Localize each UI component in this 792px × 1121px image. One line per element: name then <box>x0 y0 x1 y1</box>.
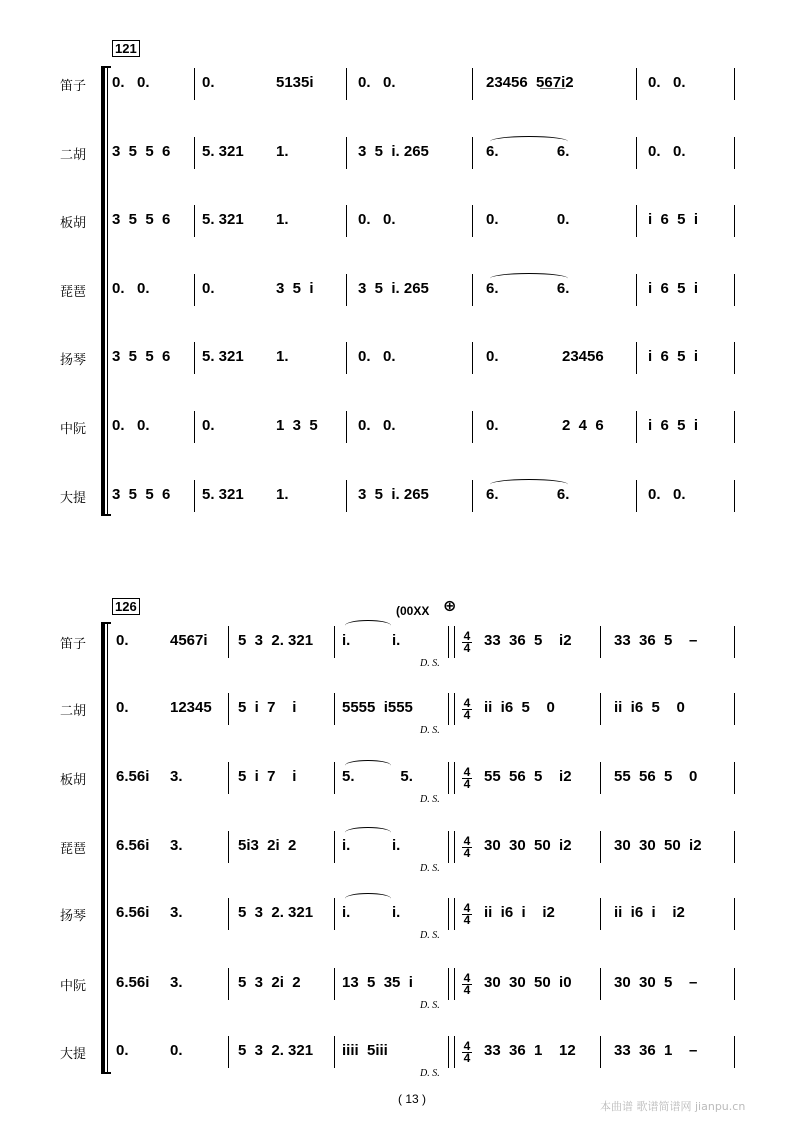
barline <box>334 626 335 658</box>
notation-cell: 3. <box>170 768 183 785</box>
barline <box>734 762 735 794</box>
watermark: 本曲谱 歌谱简谱网 jianpu.cn <box>600 1100 746 1113</box>
double-barline <box>448 968 455 1000</box>
measure-number: 126 <box>112 598 140 615</box>
barline <box>734 1036 735 1068</box>
ds-label: D. S. <box>420 930 440 941</box>
notation-cell: 3. <box>170 974 183 991</box>
barline <box>334 693 335 725</box>
barline <box>334 762 335 794</box>
barline <box>734 137 735 169</box>
notation-cell: 55 56 5 0 <box>614 768 698 785</box>
ds-label: D. S. <box>420 794 440 805</box>
notation-cell: 5 i 7 i <box>238 699 297 716</box>
notation-cell: 3 5 i. 265 <box>358 486 429 503</box>
notation-cell: 5. 321 <box>202 348 244 365</box>
notation-cell: i. i. <box>342 904 401 921</box>
instrument-name: 大提 <box>60 1047 87 1062</box>
barline <box>734 626 735 658</box>
time-sig-top: 4 <box>463 629 471 643</box>
ds-label: D. S. <box>420 1000 440 1011</box>
tie-slur <box>490 479 568 490</box>
tie-slur <box>490 136 568 147</box>
notation-cell: 3 5 i. 265 <box>358 143 429 160</box>
notation-cell: i 6 5 i <box>648 211 699 228</box>
notation-cell: ii i6 i i2 <box>614 904 685 921</box>
notation-cell: 5i3 2i 2 <box>238 837 297 854</box>
barline <box>600 762 601 794</box>
barline <box>228 968 229 1000</box>
barline <box>636 480 637 512</box>
barline <box>472 274 473 306</box>
notation-cell: 23456 5̲6̲7̲i2 <box>486 74 574 91</box>
barline <box>194 411 195 443</box>
notation-cell: 0. <box>116 699 129 716</box>
barline <box>734 274 735 306</box>
time-signature <box>462 631 472 654</box>
notation-cell: 0. 0. <box>112 417 150 434</box>
barline <box>636 68 637 100</box>
barline <box>346 205 347 237</box>
tie-slur <box>490 273 568 284</box>
notation-cell: 0. <box>202 417 215 434</box>
barline <box>734 898 735 930</box>
instrument-name: 笛子 <box>60 637 87 652</box>
notation-cell: 0. <box>116 632 129 649</box>
tie-slur <box>345 760 391 771</box>
barline <box>194 274 195 306</box>
notation-cell: 6.56i <box>116 768 150 785</box>
time-sig-top: 4 <box>463 901 471 915</box>
notation-cell: i. i. <box>342 837 401 854</box>
instrument-name: 琵琶 <box>60 842 87 857</box>
notation-cell: 30 30 5 – <box>614 974 698 991</box>
notation-cell: 0. <box>486 348 499 365</box>
notation-cell: i 6 5 i <box>648 280 699 297</box>
barline <box>636 205 637 237</box>
notation-cell: 23456 <box>562 348 604 365</box>
ds-label: D. S. <box>420 725 440 736</box>
barline <box>346 274 347 306</box>
barline <box>228 831 229 863</box>
double-barline <box>448 1036 455 1068</box>
notation-cell: ii i6 5 0 <box>614 699 685 716</box>
barline <box>636 411 637 443</box>
time-sig-bottom: 4 <box>463 777 471 791</box>
barline <box>228 762 229 794</box>
time-sig-top: 4 <box>463 1039 471 1053</box>
notation-cell: 33 36 5 i2 <box>484 632 572 649</box>
barline <box>600 1036 601 1068</box>
coda-symbol: ⊕ <box>443 596 457 615</box>
notation-cell: 6.56i <box>116 837 150 854</box>
barline <box>228 898 229 930</box>
notation-cell: 0. <box>170 1042 183 1059</box>
notation-cell: ii i6 5 0 <box>484 699 555 716</box>
notation-cell: 5. 5. <box>342 768 413 785</box>
system-start-barline <box>107 66 108 514</box>
barline <box>228 626 229 658</box>
notation-cell: 0. 0. <box>486 211 570 228</box>
notation-cell: 1. <box>276 143 289 160</box>
notation-cell: 0. <box>202 280 215 297</box>
notation-cell: 0. 0. <box>648 143 686 160</box>
barline <box>600 626 601 658</box>
barline <box>194 342 195 374</box>
notation-cell: 1. <box>276 211 289 228</box>
notation-cell: 0. <box>202 74 215 91</box>
barline <box>734 693 735 725</box>
instrument-name: 二胡 <box>60 704 87 719</box>
notation-cell: 0. 0. <box>648 486 686 503</box>
notation-cell: 0. <box>486 417 499 434</box>
instrument-name: 板胡 <box>60 773 87 788</box>
notation-cell: 0. 0. <box>358 417 396 434</box>
tie-slur <box>345 620 391 631</box>
notation-cell: 6. 6. <box>486 486 570 503</box>
barline <box>472 205 473 237</box>
time-sig-bottom: 4 <box>463 1051 471 1065</box>
double-barline <box>448 626 455 658</box>
barline <box>600 831 601 863</box>
barline <box>346 68 347 100</box>
notation-cell: 0. 0. <box>358 74 396 91</box>
barline <box>346 411 347 443</box>
notation-cell: 2 4 6 <box>562 417 604 434</box>
barline <box>734 480 735 512</box>
instrument-name: 扬琴 <box>60 909 87 924</box>
notation-cell: 0. <box>116 1042 129 1059</box>
system-brace <box>101 622 111 1074</box>
notation-cell: 30 30 50 i0 <box>484 974 572 991</box>
notation-cell: 5135i <box>276 74 314 91</box>
barline <box>734 342 735 374</box>
notation-cell: 30 30 50 i2 <box>614 837 702 854</box>
notation-cell: ii i6 i i2 <box>484 904 555 921</box>
notation-cell: 33 36 5 – <box>614 632 698 649</box>
notation-cell: 3. <box>170 837 183 854</box>
double-barline <box>448 898 455 930</box>
notation-cell: 5 i 7 i <box>238 768 297 785</box>
barline <box>194 480 195 512</box>
barline <box>734 831 735 863</box>
ds-label: D. S. <box>420 1068 440 1079</box>
time-signature <box>462 836 472 859</box>
notation-cell: 3 5 i <box>276 280 314 297</box>
notation-cell: 0. 0. <box>112 74 150 91</box>
notation-cell: 13 5 35 i <box>342 974 413 991</box>
notation-cell: 5. 321 <box>202 486 244 503</box>
time-signature <box>462 1041 472 1064</box>
notation-cell: 6. 6. <box>486 143 570 160</box>
notation-cell: 5555 i555 <box>342 699 413 716</box>
notation-cell: 3 5 i. 265 <box>358 280 429 297</box>
barline <box>194 205 195 237</box>
barline <box>472 480 473 512</box>
barline <box>600 693 601 725</box>
barline <box>734 68 735 100</box>
barline <box>472 342 473 374</box>
barline <box>346 480 347 512</box>
notation-cell: 33 36 1 – <box>614 1042 698 1059</box>
double-barline <box>448 762 455 794</box>
barline <box>636 342 637 374</box>
notation-cell: 0. 0. <box>358 348 396 365</box>
tie-slur <box>345 827 391 838</box>
instrument-name: 扬琴 <box>60 353 87 368</box>
barline <box>194 137 195 169</box>
instrument-name: 中阮 <box>60 979 87 994</box>
notation-cell: 5. 321 <box>202 211 244 228</box>
barline <box>600 968 601 1000</box>
system-start-barline <box>107 622 108 1072</box>
notation-cell: 0. 0. <box>648 74 686 91</box>
barline <box>194 68 195 100</box>
notation-cell: iiii 5iii <box>342 1042 388 1059</box>
barline <box>472 411 473 443</box>
barline <box>334 898 335 930</box>
notation-cell: 3 5 5 6 <box>112 211 171 228</box>
measure-number: 121 <box>112 40 140 57</box>
page-number: ( 13 ) <box>398 1092 427 1106</box>
barline <box>334 968 335 1000</box>
notation-cell: 5 3 2. 321 <box>238 632 314 649</box>
notation-cell: 6. 6. <box>486 280 570 297</box>
barline <box>228 693 229 725</box>
coda-text: (00XX <box>396 604 430 618</box>
instrument-name: 琵琶 <box>60 285 87 300</box>
time-sig-top: 4 <box>463 765 471 779</box>
time-sig-bottom: 4 <box>463 913 471 927</box>
ds-label: D. S. <box>420 658 440 669</box>
double-barline <box>448 831 455 863</box>
double-barline <box>448 693 455 725</box>
notation-cell: 5 3 2. 321 <box>238 904 314 921</box>
barline <box>734 411 735 443</box>
notation-cell: 5 3 2. 321 <box>238 1042 314 1059</box>
barline <box>734 968 735 1000</box>
time-sig-bottom: 4 <box>463 641 471 655</box>
instrument-name: 笛子 <box>60 79 87 94</box>
time-signature <box>462 903 472 926</box>
time-signature <box>462 973 472 996</box>
time-sig-top: 4 <box>463 971 471 985</box>
barline <box>346 342 347 374</box>
notation-cell: 1. <box>276 348 289 365</box>
instrument-name: 板胡 <box>60 216 87 231</box>
barline <box>472 68 473 100</box>
notation-cell: 3 5 5 6 <box>112 348 171 365</box>
barline <box>346 137 347 169</box>
time-signature <box>462 767 472 790</box>
notation-cell: 6.56i <box>116 904 150 921</box>
system-brace <box>101 66 111 516</box>
ds-label: D. S. <box>420 863 440 874</box>
barline <box>734 205 735 237</box>
notation-cell: 5. 321 <box>202 143 244 160</box>
notation-cell: 3 5 5 6 <box>112 143 171 160</box>
notation-cell: 4567i <box>170 632 208 649</box>
notation-cell: 55 56 5 i2 <box>484 768 572 785</box>
notation-cell: 33 36 1 12 <box>484 1042 576 1059</box>
barline <box>636 274 637 306</box>
notation-cell: 3 5 5 6 <box>112 486 171 503</box>
notation-cell: 3. <box>170 904 183 921</box>
time-sig-top: 4 <box>463 696 471 710</box>
barline <box>600 898 601 930</box>
time-sig-bottom: 4 <box>463 846 471 860</box>
barline <box>334 1036 335 1068</box>
notation-cell: 6.56i <box>116 974 150 991</box>
notation-cell: 30 30 50 i2 <box>484 837 572 854</box>
instrument-name: 大提 <box>60 491 87 506</box>
time-signature <box>462 698 472 721</box>
barline <box>334 831 335 863</box>
notation-cell: 12345 <box>170 699 212 716</box>
tie-slur <box>345 893 391 904</box>
time-sig-bottom: 4 <box>463 983 471 997</box>
time-sig-top: 4 <box>463 834 471 848</box>
barline <box>472 137 473 169</box>
notation-cell: i 6 5 i <box>648 417 699 434</box>
notation-cell: 0. 0. <box>358 211 396 228</box>
instrument-name: 中阮 <box>60 422 87 437</box>
barline <box>228 1036 229 1068</box>
notation-cell: i. i. <box>342 632 401 649</box>
time-sig-bottom: 4 <box>463 708 471 722</box>
notation-cell: 0. 0. <box>112 280 150 297</box>
notation-cell: 5 3 2i 2 <box>238 974 301 991</box>
notation-cell: 1 3 5 <box>276 417 318 434</box>
notation-cell: 1. <box>276 486 289 503</box>
notation-cell: i 6 5 i <box>648 348 699 365</box>
instrument-name: 二胡 <box>60 148 87 163</box>
barline <box>636 137 637 169</box>
